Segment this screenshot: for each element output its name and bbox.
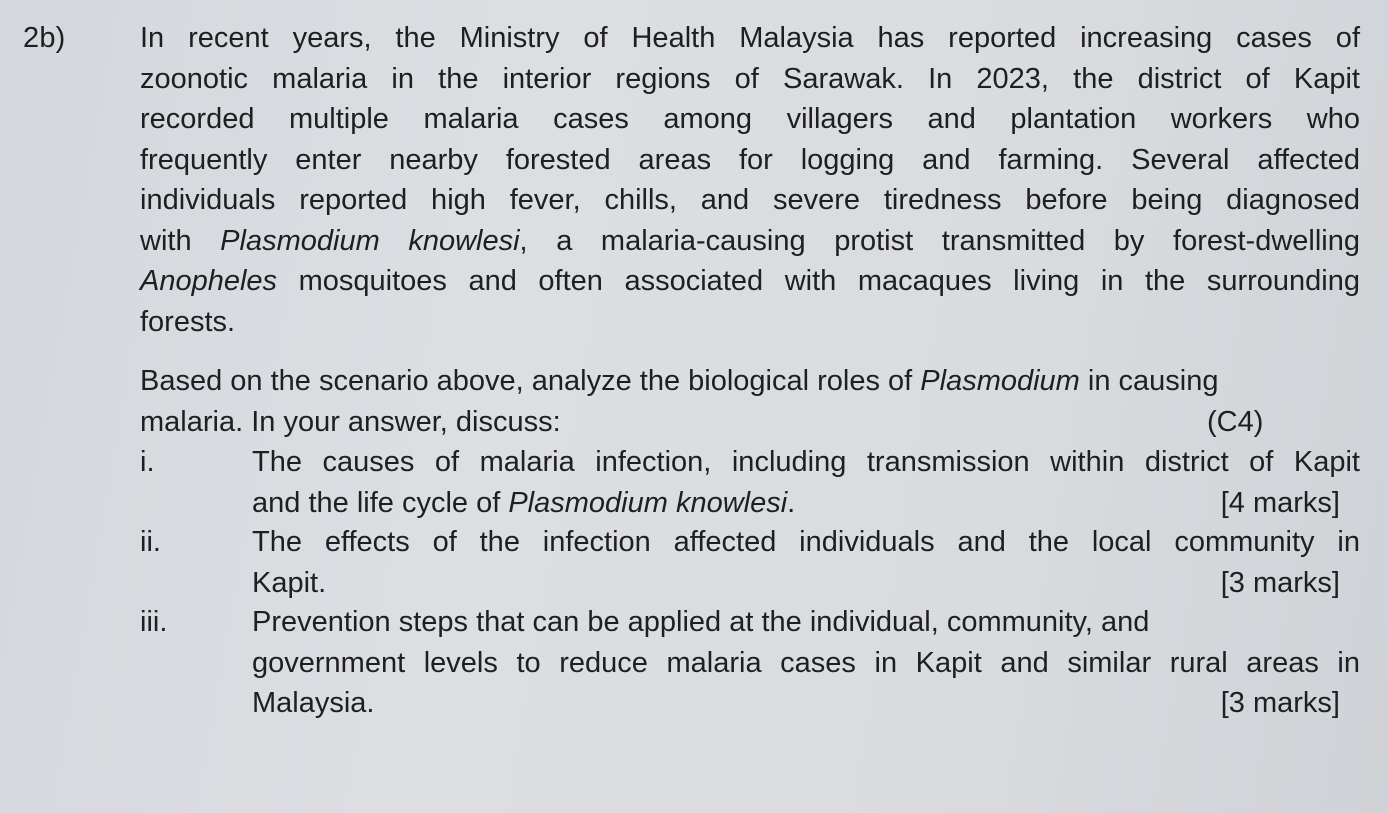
sub-question-body — [252, 602, 1360, 724]
sub-question-line: government levels to reduce malaria cases in Kapit and similar rural areas in — [252, 646, 1360, 679]
marks-label: [3 marks] — [1220, 687, 1340, 719]
scenario-line: In recent years, the Ministry of Health Malaysia has reported increasing cases of — [140, 22, 1360, 54]
task-text: Based on the scenario above, analyze the biological roles of — [140, 365, 921, 397]
sub-question-line: Prevention steps that can be applied at the individual, community, and — [252, 606, 1150, 638]
sub-question-text: Kapit. — [252, 566, 327, 599]
scenario-text: with — [140, 224, 221, 257]
scenario-line: frequently enter nearby forested areas for logging and farming. Several affected — [140, 143, 1360, 176]
sub-question-line: The effects of the infection affected individuals and the local community in — [252, 526, 1360, 558]
sub-question-body — [252, 442, 1360, 523]
scenario-paragraph — [140, 18, 1360, 342]
sub-question-iii — [140, 602, 1360, 724]
genus-name: Plasmodium — [920, 365, 1080, 397]
task-text: in causing — [1079, 365, 1219, 397]
species-name: Plasmodium knowlesi — [220, 224, 520, 257]
scenario-line: individuals reported high fever, chills, and severe tiredness before being diagnosed — [140, 184, 1360, 216]
scenario-text: mosquitoes and often associated with macaques living in the surrounding — [277, 265, 1360, 297]
sub-question-text: Malaysia. — [252, 687, 375, 719]
task-instruction — [140, 361, 1360, 442]
roman-numeral: i. — [140, 446, 155, 478]
scenario-line — [140, 221, 1360, 262]
marks-label: [4 marks] — [1220, 486, 1340, 519]
scenario-text: , a malaria-causing protist transmitted by forest-dwelling — [519, 224, 1360, 257]
question-number: 2b) — [23, 22, 66, 54]
task-text: malaria. In your answer, discuss: — [140, 405, 561, 438]
sub-question-ii — [140, 522, 1360, 604]
sub-question-line — [252, 683, 1360, 724]
scenario-line: recorded multiple malaria cases among villagers and plantation workers who — [140, 103, 1360, 135]
task-line — [140, 361, 1360, 402]
sub-question-line — [252, 563, 1360, 604]
sub-question-line — [252, 483, 1360, 524]
cognitive-level: (C4) — [1207, 405, 1264, 438]
task-line — [140, 402, 1360, 443]
scenario-line: zoonotic malaria in the interior regions of Sarawak. In 2023, the district of Kapit — [140, 62, 1360, 95]
roman-numeral: ii. — [140, 526, 161, 558]
scenario-line — [140, 261, 1360, 302]
sub-question-body — [252, 522, 1360, 603]
species-name: Plasmodium knowlesi — [508, 486, 788, 519]
sub-question-text: and the life cycle of — [252, 486, 509, 519]
marks-label: [3 marks] — [1220, 566, 1340, 599]
sub-question-text: . — [787, 486, 796, 519]
scenario-line: forests. — [140, 305, 236, 338]
genus-name: Anopheles — [140, 265, 278, 297]
sub-question-i — [140, 442, 1360, 524]
sub-question-line: The causes of malaria infection, including transmission within district of Kapit — [252, 446, 1360, 478]
roman-numeral: iii. — [140, 606, 168, 638]
